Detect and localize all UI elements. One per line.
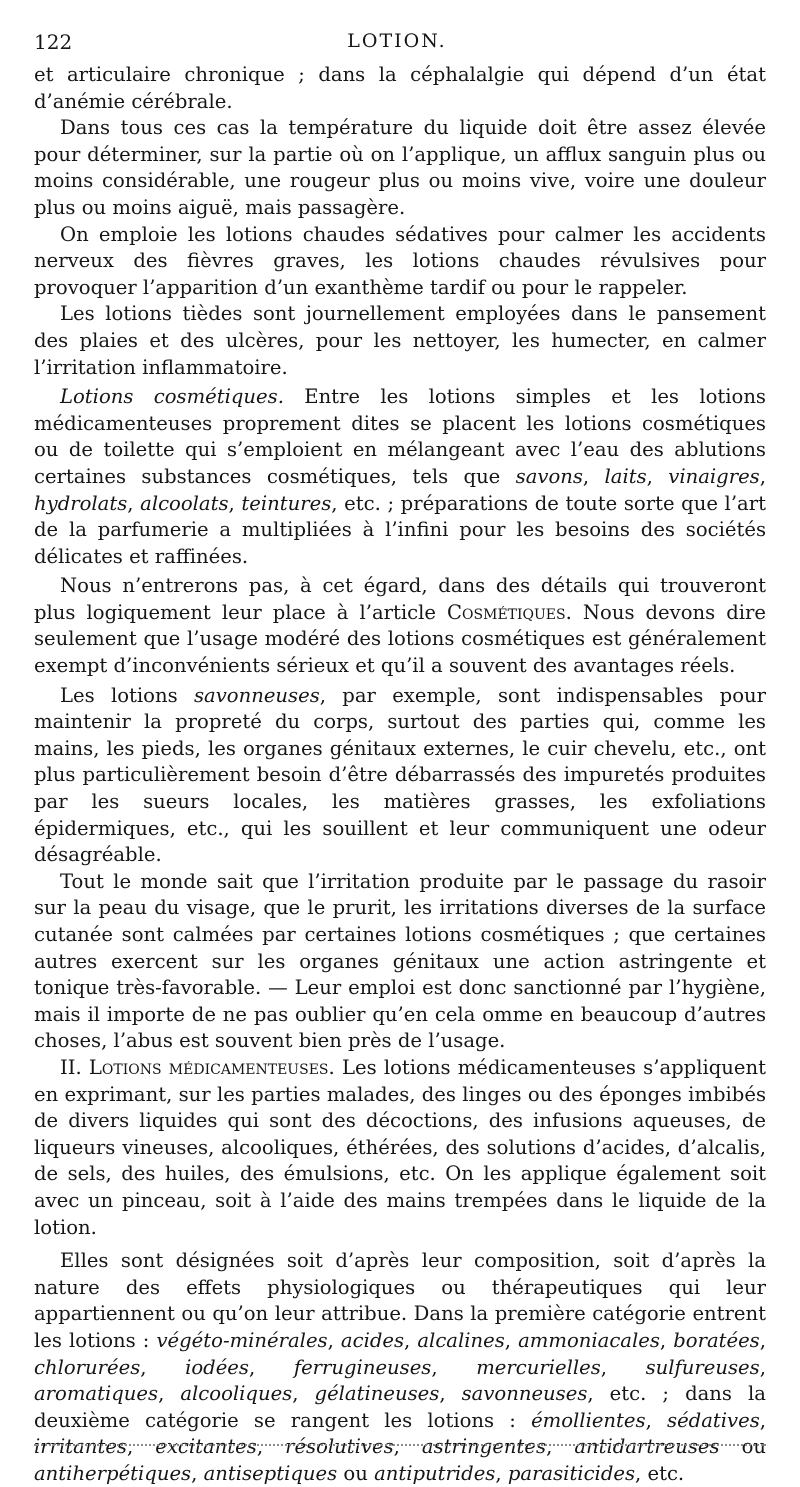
text-run: , [127, 491, 141, 515]
italic-term: ammoniacales [518, 1328, 660, 1352]
italic-term: émollientes [531, 1408, 646, 1432]
italic-term: savonneuses [193, 683, 320, 707]
paragraph-cosmetic-lotions [34, 384, 766, 570]
paragraph-soap-lotions [34, 683, 766, 869]
italic-term: hydrolats [34, 491, 128, 515]
paragraph-medicated-lotions [34, 1055, 766, 1241]
text-run: , [327, 1328, 341, 1352]
text-run: , [393, 1435, 422, 1459]
paragraph-lotion-categories [34, 1248, 766, 1487]
text-run: , [228, 491, 242, 515]
text-run: , par exemple, sont indispensables pour maintenir la propreté du corps, surtout des parties qui, comme les mains, les pieds, les organes génitaux externes, le cuir chevelu, etc., ont plus particulièrement besoin d’être débarrassés des impuretés produites par les sueurs locales, les matières grasses, les exfoliations épidermiques, etc., qui les souillent et leur communiquent une odeur désagréable. [34, 683, 766, 867]
text-run: II. [60, 1055, 89, 1079]
text-run: , [600, 1355, 646, 1379]
italic-term: savons [515, 464, 583, 488]
text-run: Elles sont désignées soit d’après leur composition, soit d’après la nature des effets physiologiques ou thérapeutiques qui leur appartiennent ou qu’on leur attribue. Dans la première catégorie entrent les lotions : [34, 1249, 766, 1352]
text-run: ou [719, 1435, 766, 1459]
text-run: , [140, 1355, 186, 1379]
italic-term: iodées [185, 1355, 249, 1379]
text-run: , [292, 1382, 315, 1406]
paragraph-temperature [34, 115, 766, 221]
text-run: , etc. ; dans la deuxième catégorie se rangent les lotions : [34, 1382, 766, 1432]
text-run: , [504, 1328, 519, 1352]
text-run: Tout le monde sait que l’irritation produite par le passage du rasoir sur la peau du visage, que le prurit, les irritations diverses de la surface cutanée sont calmées par certaines lotions cosmétiques ; que certaines autres exercent sur les organes génitaux une action astringente et tonique très-favorable. — Leur emploi est donc sanctionné par l’hygiène, mais il importe de ne pas oublier qu’en cela omme en beaucoup d’autres choses, l’abus est souvent bien près de l’usage. [34, 869, 766, 1053]
text-body [34, 62, 766, 1487]
italic-term: sulfureuses [645, 1355, 760, 1379]
italic-term: végéto-minérales [156, 1328, 328, 1352]
text-run: , [404, 1328, 418, 1352]
italic-term: vinaigres [668, 464, 760, 488]
italic-term: excitantes [155, 1435, 257, 1459]
text-run: Entre les lotions simples et les lotions médicamenteuses proprement dites se placent les lotions cosmétiques ou de toilette qui s’emploient en mélangeant avec l’eau des ablutions certaines substances cosmétiques, tels que [34, 385, 766, 488]
italic-term: antiherpétiques [34, 1461, 192, 1485]
italic-term: teintures [241, 491, 332, 515]
italic-term: gélatineuses [314, 1382, 440, 1406]
text-run: , [158, 1382, 181, 1406]
text-run: , [439, 1382, 462, 1406]
text-run: , [431, 1355, 477, 1379]
text-run: , [191, 1461, 204, 1485]
italic-term: antidartreuses [574, 1435, 720, 1459]
text-run: , etc. ; préparations de toute sorte que l’art de la parfumerie a multipliées à l’infini pour les besoins des sociétés délicates et raffinées. [34, 491, 766, 568]
italic-term: parasiticides [507, 1461, 636, 1485]
text-run: Les lotions tièdes sont journellement employées dans le pansement des plaies et des ulcères, pour les nettoyer, les humecter, en calmer l’irritation inflammatoire. [34, 302, 766, 379]
text-run: On emploie les lotions chaudes sédatives pour calmer les accidents nerveux des fièvres graves, les lotions chaudes révulsives pour provoquer l’apparition d’un exanthème tardif ou pour le rappeler. [34, 222, 766, 299]
small-caps-term: Lotions médicamenteuses [88, 1055, 329, 1079]
italic-term: astringentes [421, 1435, 547, 1459]
page-header [34, 30, 760, 58]
italic-term: laits [604, 464, 647, 488]
italic-term: ferrugineuses [293, 1355, 432, 1379]
italic-term: Lotions cosmétiques. [60, 385, 284, 409]
text-run: , [646, 464, 669, 488]
small-caps-term: Cosmétiques [447, 600, 566, 624]
text-run: et articulaire chronique ; dans la céphalalgie qui dépend d’un état d’anémie cérébrale. [34, 63, 766, 113]
text-run: , [645, 1408, 668, 1432]
paragraph-cosmetics-reference [34, 573, 766, 679]
italic-term: mercurielles [476, 1355, 601, 1379]
text-run: , [759, 1355, 766, 1379]
text-run: , [248, 1355, 294, 1379]
running-title: LOTION. [347, 30, 447, 52]
text-run: Les lotions [60, 683, 194, 707]
page-number: 122 [34, 30, 73, 54]
text-run: , [659, 1328, 674, 1352]
text-run: , [256, 1435, 286, 1459]
italic-term: sédatives [667, 1408, 760, 1432]
italic-term: aromatiques [34, 1382, 159, 1406]
text-run: , etc. [635, 1461, 685, 1485]
italic-term: savonneuses [461, 1382, 588, 1406]
footer-dotted-rule [34, 1444, 766, 1446]
paragraph-tepid-lotions [34, 301, 766, 381]
text-run: ou [337, 1461, 375, 1485]
text-run: Dans tous ces cas la température du liquide doit être assez élevée pour déterminer, sur la partie où on l’applique, un afflux sanguin plus ou moins considérable, une rougeur plus ou moins vive, voire une douleur plus ou moins aiguë, mais passagère. [34, 116, 766, 219]
italic-term: alcooliques [180, 1382, 293, 1406]
text-run: , [759, 464, 766, 488]
text-run: Nous n’entrerons pas, à cet égard, dans des détails qui trouveront plus logiquement leur place à l’article [34, 574, 766, 624]
text-run: , [495, 1461, 508, 1485]
paragraph-razor-irritation [34, 869, 766, 1055]
italic-term: irritantes [34, 1435, 127, 1459]
italic-term: boratées [673, 1328, 760, 1352]
italic-term: antiputrides [374, 1461, 496, 1485]
text-run: . Les lotions médicamenteuses s’appliquent en exprimant, sur les parties malades, des linges ou des éponges imbibés de divers liquides qui sont des décoctions, des infusions aqueuses, de liqueurs vineuses, alcooliques, éthérées, des solutions d’acides, d’alcalis, de sels, des huiles, des émulsions, etc. On les applique également soit avec un pinceau, soit à l’aide des mains trempées dans le liquide de la lotion. [34, 1055, 766, 1239]
italic-term: résolutives [285, 1435, 394, 1459]
paragraph-continuation [34, 62, 766, 115]
italic-term: acides [340, 1328, 405, 1352]
text-run: , [759, 1408, 766, 1432]
text-run: , [759, 1328, 766, 1352]
text-run: , [582, 464, 605, 488]
italic-term: alcalines [417, 1328, 505, 1352]
text-run: . Nous devons dire seulement que l’usage modéré des lotions cosmétiques est généralement exempt d’inconvénients sérieux et qu’il a souvent des avantages réels. [34, 600, 766, 678]
italic-term: alcoolats [140, 491, 229, 515]
text-run: , [546, 1435, 575, 1459]
italic-term: antiseptiques [203, 1461, 338, 1485]
italic-term: chlorurées [34, 1355, 141, 1379]
paragraph-hot-lotions [34, 222, 766, 302]
text-run: , [126, 1435, 156, 1459]
